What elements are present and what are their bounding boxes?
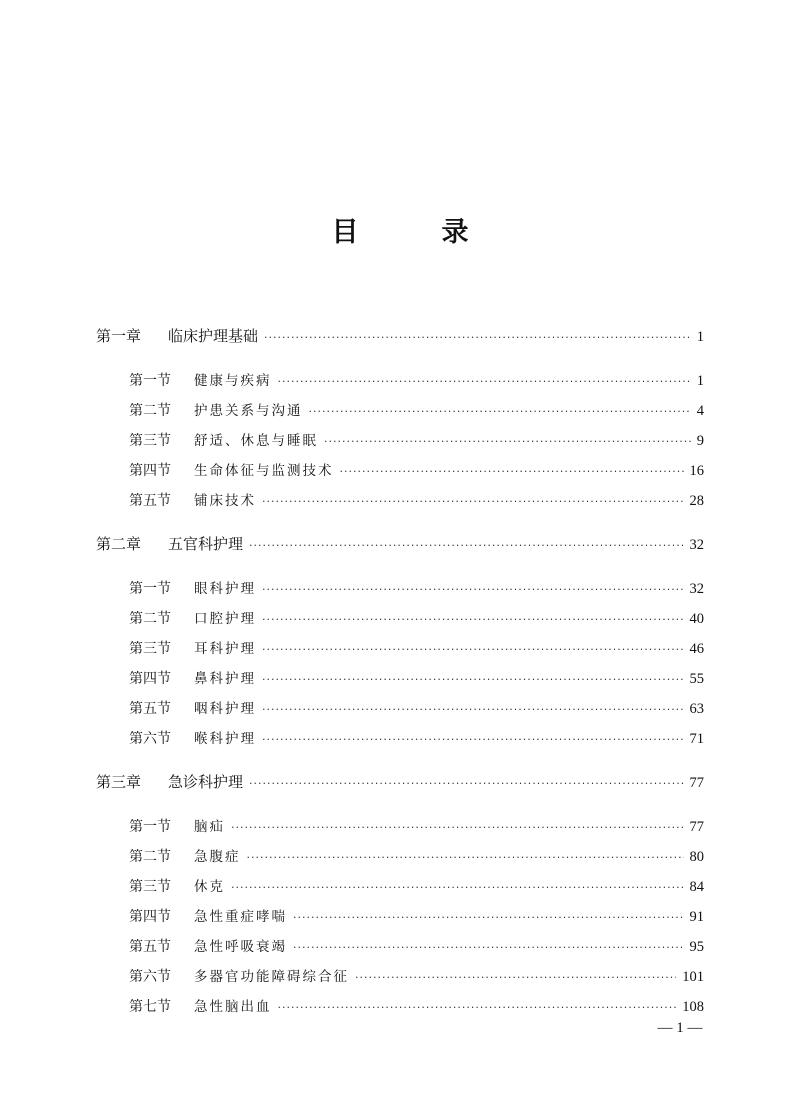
page-number-ref: 108 [682,999,704,1015]
section-title: 铺床技术 [194,493,256,509]
dot-leader [262,495,684,508]
section-number: 第一节 [129,582,171,597]
dot-leader [293,941,684,954]
page-number-ref: 55 [689,671,704,687]
section-title: 生命体征与监测技术 [194,463,334,479]
toc-section-row[interactable] [96,875,704,905]
toc-section-row[interactable] [96,697,704,727]
toc-section-row[interactable] [96,727,704,757]
section-title: 脑疝 [194,819,225,835]
page-title: 目 录 [331,217,497,248]
page-number-ref: 101 [682,969,704,985]
toc-chapter-row[interactable] [96,533,704,563]
dot-leader [262,643,684,656]
dot-leader [278,1001,677,1014]
section-number: 第六节 [129,732,171,747]
dot-leader [247,851,684,864]
page-number-ref: 4 [696,403,704,419]
section-title: 口腔护理 [194,611,256,627]
page-number-ref: 40 [689,611,704,627]
section-number: 第二节 [129,404,171,419]
page-number-ref: 16 [689,463,704,479]
section-title: 急腹症 [194,849,241,865]
table-of-contents [96,325,704,1025]
page-number-ref: 46 [689,641,704,657]
page-number-ref: 9 [696,433,704,449]
toc-section-row[interactable] [96,845,704,875]
toc-chapter-row[interactable] [96,325,704,355]
section-title: 急性脑出血 [194,999,272,1015]
section-number: 第四节 [129,910,171,925]
section-number: 第四节 [129,672,171,687]
page-number-ref: 1 [696,373,704,389]
page-number: — 1 — [657,1020,703,1036]
section-title: 休克 [194,879,225,895]
dot-leader [262,673,684,686]
toc-section-row[interactable] [96,935,704,965]
toc-section-row[interactable] [96,429,704,459]
dot-leader [231,881,684,894]
chapter-title: 临床护理基础 [168,327,259,345]
section-number: 第二节 [129,612,171,627]
toc-section-row[interactable] [96,399,704,429]
dot-leader [262,613,684,626]
page-number-ref: 77 [689,775,704,791]
dot-leader [231,821,684,834]
section-title: 舒适、休息与睡眠 [194,433,318,449]
toc-section-row[interactable] [96,667,704,697]
dot-leader [340,465,684,478]
chapter-number: 第三章 [96,773,142,791]
dot-leader [249,539,683,552]
toc-chapter-row[interactable] [96,771,704,801]
section-title: 多器官功能障碍综合征 [194,969,349,985]
section-number: 第六节 [129,970,171,985]
section-number: 第二节 [129,850,171,865]
page-number-ref: 71 [689,731,704,747]
section-title: 喉科护理 [194,731,256,747]
toc-section-row[interactable] [96,577,704,607]
section-number: 第四节 [129,464,171,479]
section-number: 第一节 [129,820,171,835]
section-number: 第五节 [129,702,171,717]
chapter-number: 第二章 [96,535,142,553]
chapter-title: 急诊科护理 [168,773,244,791]
toc-section-row[interactable] [96,489,704,519]
toc-section-row[interactable] [96,607,704,637]
toc-section-row[interactable] [96,905,704,935]
page-number-ref: 77 [689,819,704,835]
dot-leader [264,331,691,344]
page-number-ref: 1 [696,329,704,345]
section-title: 鼻科护理 [194,671,256,687]
dot-leader [262,583,684,596]
section-number: 第五节 [129,494,171,509]
dot-leader [309,405,691,418]
dot-leader [262,703,684,716]
section-title: 眼科护理 [194,581,256,597]
dot-leader [262,733,684,746]
page-number-ref: 95 [689,939,704,955]
section-number: 第三节 [129,880,171,895]
toc-section-row[interactable] [96,369,704,399]
toc-section-row[interactable] [96,637,704,667]
dot-leader [324,435,691,448]
chapter-number: 第一章 [96,327,142,345]
section-title: 急性呼吸衰竭 [194,939,287,955]
section-title: 急性重症哮喘 [194,909,287,925]
section-title: 耳科护理 [194,641,256,657]
toc-section-row[interactable] [96,995,704,1025]
page-number-ref: 63 [689,701,704,717]
section-title: 护患关系与沟通 [194,403,303,419]
toc-section-row[interactable] [96,459,704,489]
chapter-title: 五官科护理 [168,535,244,553]
dot-leader [293,911,684,924]
section-number: 第五节 [129,940,171,955]
page-number-ref: 28 [689,493,704,509]
page-number-ref: 84 [689,879,704,895]
section-number: 第三节 [129,642,171,657]
page-number-ref: 80 [689,849,704,865]
section-title: 咽科护理 [194,701,256,717]
dot-leader [355,971,676,984]
section-number: 第七节 [129,1000,171,1015]
page-number-ref: 32 [689,537,704,553]
section-number: 第一节 [129,374,171,389]
dot-leader [249,777,683,790]
page-number-ref: 32 [689,581,704,597]
toc-section-row[interactable] [96,815,704,845]
section-title: 健康与疾病 [194,373,272,389]
section-number: 第三节 [129,434,171,449]
page-number-ref: 91 [689,909,704,925]
toc-section-row[interactable] [96,965,704,995]
dot-leader [278,375,691,388]
